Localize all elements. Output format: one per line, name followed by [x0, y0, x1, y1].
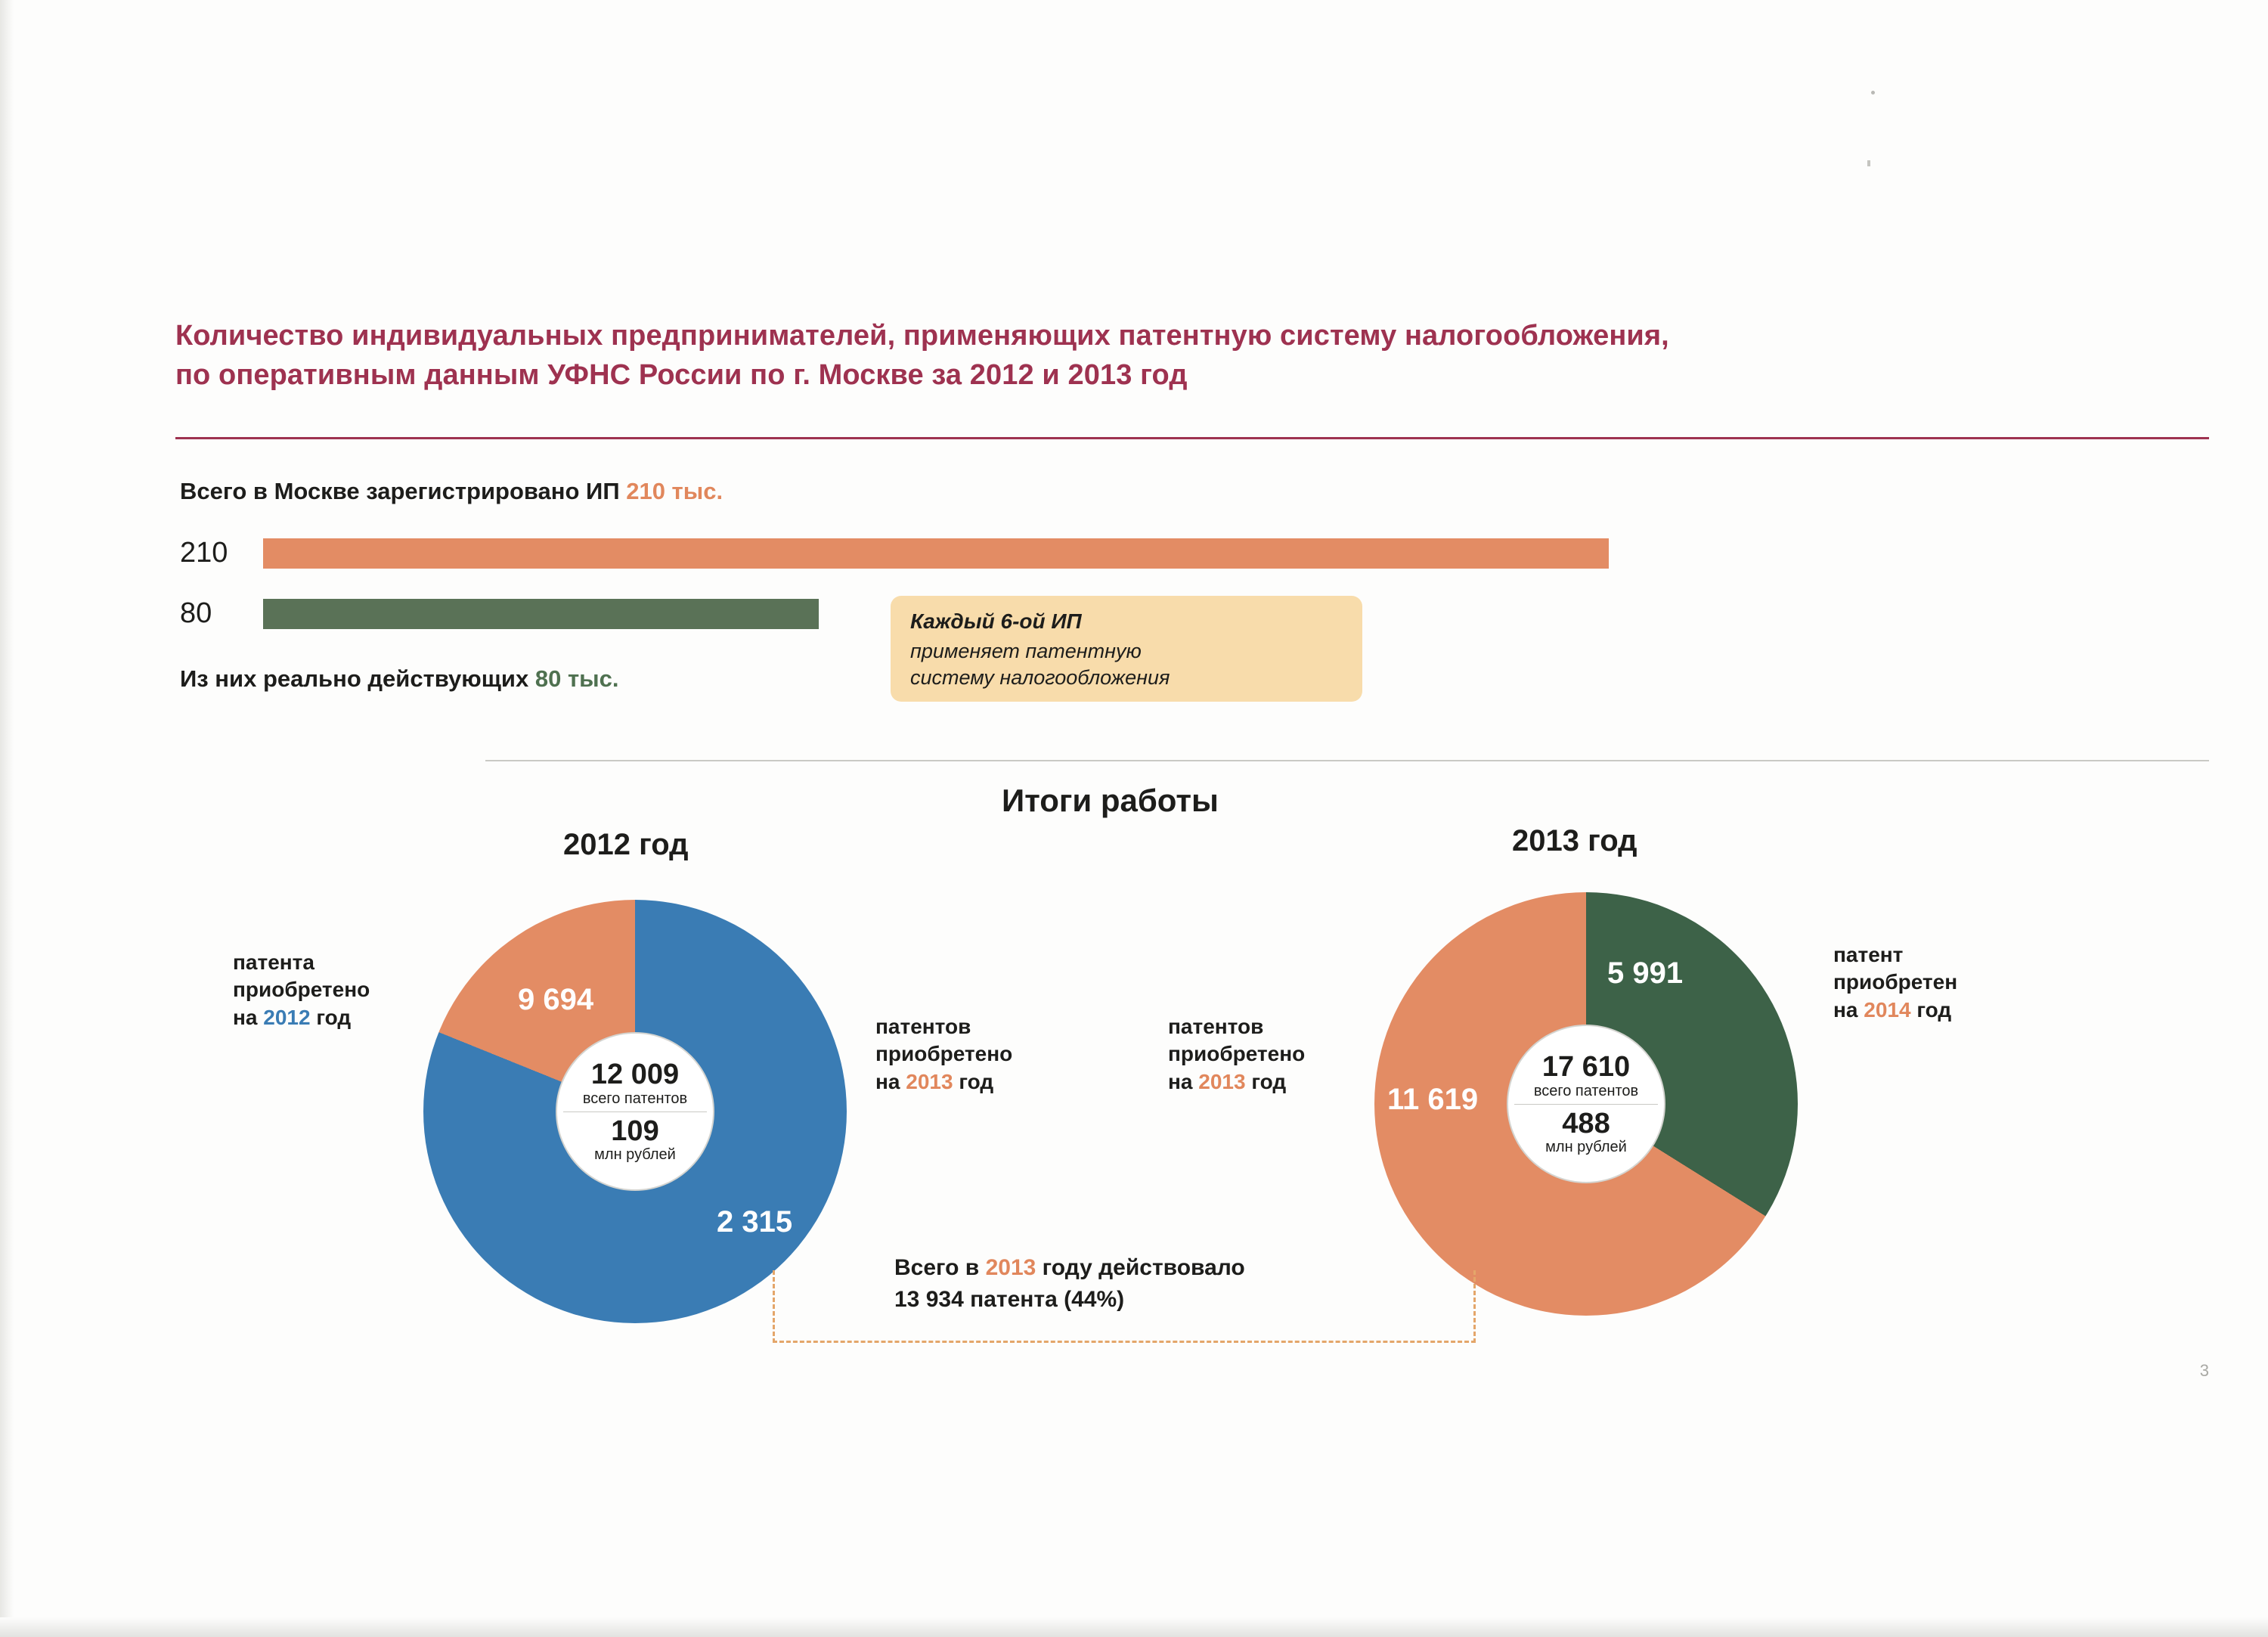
donut-2012-label-left-suffix: год — [310, 1005, 352, 1029]
donut-2013-label-left-year: 2013 — [1198, 1069, 1246, 1093]
donut-2013-label-right-line-1: патент — [1833, 943, 1904, 966]
donut-2012-total: 12 009 — [590, 1058, 680, 1090]
active-ip-caption-value: 80 тыс. — [534, 665, 619, 692]
donut-2013-money: 488 — [1562, 1107, 1610, 1139]
donut-2012-label-right — [875, 1013, 1102, 1096]
donut-2012-money: 109 — [611, 1115, 659, 1147]
donut-2012-label-right-prefix: на — [875, 1069, 906, 1093]
donut-2012-slice-value-blue: 9 694 — [518, 983, 594, 1016]
callout-line-1: применяет патентную — [910, 640, 1142, 662]
donut-2012-label-left-line-3 — [233, 1004, 460, 1031]
donut-2013-label-right-prefix: на — [1833, 997, 1864, 1022]
donut-2013-label-right-line-3 — [1833, 997, 2060, 1024]
donut-2013-label-right-line-2: приобретен — [1833, 970, 1958, 994]
donut-2012-label-right-year: 2013 — [906, 1069, 953, 1093]
bar-fill-total — [263, 538, 1609, 569]
page-title — [175, 316, 2217, 395]
donut-2012-label-left-year: 2012 — [263, 1005, 311, 1029]
bar-row-active — [180, 597, 819, 630]
total-ip-caption — [180, 478, 723, 505]
donut-2013-label-left — [1168, 1013, 1395, 1096]
bar-row-total — [180, 537, 1609, 569]
donut-2013-total-label: всего патентов — [1533, 1082, 1639, 1099]
donut-2013-label-right-suffix: год — [1910, 997, 1952, 1022]
donut-2013-title: 2013 год — [1512, 824, 1637, 857]
callout-title: Каждый 6-ой ИП — [910, 609, 1082, 633]
donut-2013-label-left-suffix: год — [1245, 1069, 1287, 1093]
bar-label-active: 80 — [180, 597, 212, 629]
donut-2013-slice-value-orange: 11 619 — [1387, 1083, 1479, 1116]
total-ip-caption-text: Всего в Москве зарегистрировано ИП — [180, 478, 627, 504]
donut-2012-center-divider — [563, 1111, 707, 1112]
active-ip-caption-text: Из них реально действующих — [180, 665, 535, 692]
donut-2013-label-left-prefix: на — [1168, 1069, 1199, 1093]
donut-2012-label-right-line-1: патентов — [875, 1015, 971, 1038]
donut-2013-label-left-line-2: приобретено — [1168, 1042, 1306, 1066]
donut-2013-label-left-line-1: патентов — [1168, 1015, 1264, 1038]
scan-edge-left — [0, 0, 14, 1637]
donut-2012-label-left-line-1: патента — [233, 950, 314, 974]
donut-2013-slice-value-green: 5 991 — [1607, 956, 1684, 990]
donut-2012-label-left-line-2: приобретено — [233, 978, 370, 1002]
donut-2012-label-right-line-2: приобретено — [875, 1042, 1013, 1066]
scan-edge-bottom — [0, 1617, 2268, 1637]
active-ip-caption — [180, 665, 618, 693]
summary-text — [894, 1252, 1408, 1316]
donut-2013-total: 17 610 — [1541, 1050, 1631, 1083]
bar-label-total: 210 — [180, 537, 228, 569]
summary-line-1 — [894, 1252, 1408, 1284]
summary-line-1-prefix: Всего в — [894, 1255, 986, 1280]
donut-2012-title: 2012 год — [563, 828, 689, 861]
summary-line-2: 13 934 патента (44%) — [894, 1287, 1125, 1312]
donut-2013-money-label: млн рублей — [1545, 1139, 1627, 1156]
donut-2013-center-divider — [1514, 1104, 1658, 1105]
donut-2012-label-right-suffix: год — [953, 1069, 994, 1093]
bar-fill-active — [263, 599, 819, 629]
donut-2012-total-label: всего патентов — [582, 1090, 688, 1107]
callout-line-2: систему налогообложения — [910, 665, 1170, 689]
title-divider — [175, 437, 2209, 439]
donut-2012-slice-value-orange: 2 315 — [717, 1205, 793, 1239]
donut-2012-label-left-prefix: на — [233, 1005, 264, 1029]
donut-2013-label-right-year: 2014 — [1864, 997, 1911, 1022]
donut-2012-center — [556, 1032, 714, 1191]
section-divider — [485, 760, 2209, 761]
results-section-title: Итоги работы — [1002, 783, 1219, 818]
donut-2013-center — [1507, 1025, 1665, 1183]
total-ip-caption-value: 210 тыс. — [626, 478, 723, 504]
callout-box — [891, 596, 1362, 702]
scan-artifact-icon — [1867, 160, 1870, 166]
page-number: 3 — [2199, 1361, 2209, 1380]
donut-2012-money-label: млн рублей — [594, 1146, 676, 1164]
summary-line-1-year: 2013 — [985, 1255, 1036, 1280]
scan-artifact-icon — [1871, 91, 1875, 95]
donut-2013-label-right — [1833, 941, 2060, 1024]
donut-2012-label-right-line-3 — [875, 1068, 1102, 1096]
donut-2013-label-left-line-3 — [1168, 1068, 1395, 1096]
page-title-line-2: по оперативным данным УФНС России по г. Москве за 2012 и 2013 год — [175, 359, 1188, 392]
donut-2012-label-left — [233, 949, 460, 1031]
summary-line-1-suffix: году действовало — [1036, 1255, 1245, 1280]
page-title-line-1: Количество индивидуальных предпринимателей, применяющих патентную систему налогообложения, — [175, 320, 1669, 352]
